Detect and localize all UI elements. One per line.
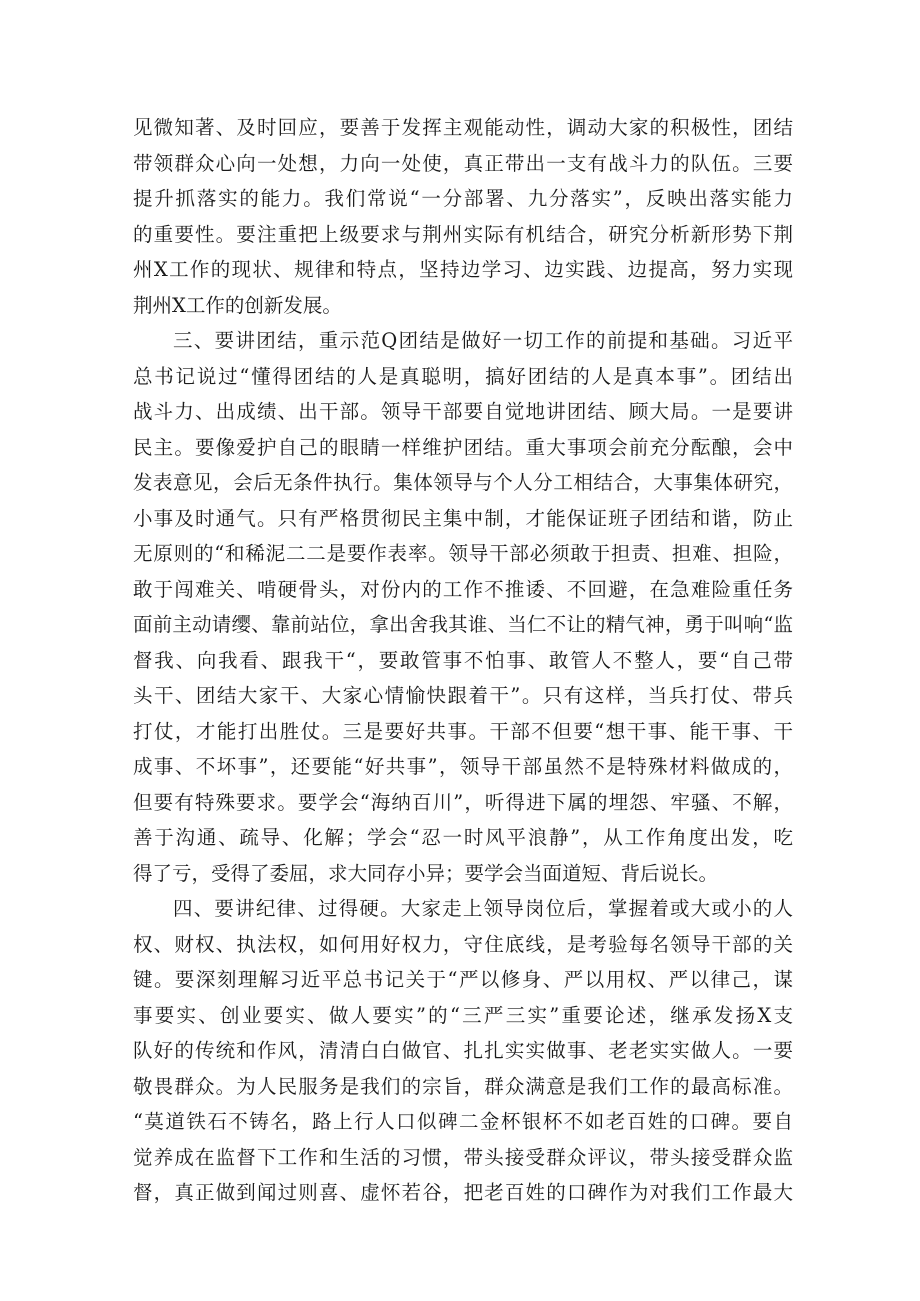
text-line: 面前主动请缨、靠前站位，拿出舍我其谁、当仁不让的精气神，勇于叫响“监 xyxy=(133,613,793,636)
section-heading-line: 四、要讲纪律、过得硬。大家走上领导岗位后，掌握着或大或小的人 xyxy=(173,897,793,920)
text-line: 督我、向我看、跟我干“，要敢管事不怕事、敢管人不整人，要“自己带 xyxy=(133,648,793,672)
text-line: 觉养成在监督下工作和生活的习惯，带头接受群众评议，带头接受群众监 xyxy=(133,1145,793,1169)
text-line: 督，真正做到闻过则喜、虚怀若谷，把老百姓的口碑作为对我们工作最大 xyxy=(133,1181,793,1204)
text-line: 事要实、创业要实、做人要实”的“三严三实”重要论述，继承发扬X支 xyxy=(133,1003,793,1027)
text-line: 小事及时通气。只有严格贯彻民主集中制，才能保证班子团结和谐，防止 xyxy=(133,506,793,530)
text-line: 无原则的“和稀泥二二是要作表率。领导干部必须敢于担责、担难、担险， xyxy=(133,542,793,565)
text-line: “莫道铁石不铸名，路上行人口似碑二金杯银杯不如老百姓的口碑。要自 xyxy=(133,1110,793,1133)
text-line: 总书记说过“懂得团结的人是真聪明，搞好团结的人是真本事”。团结出 xyxy=(133,364,793,388)
section-heading-line: 三、要讲团结，重示范Q团结是做好一切工作的前提和基础。习近平 xyxy=(173,329,793,352)
text-line: 权、财权、执法权，如何用好权力，守住底线，是考验每名领导干部的关 xyxy=(133,932,793,956)
text-line: 键。要深刻理解习近平总书记关于“严以修身、严以用权、严以律己，谋 xyxy=(133,968,793,991)
text-line: 善于沟通、疏导、化解；学会“忍一时风平浪静”，从工作角度出发，吃 xyxy=(133,826,793,849)
text-line: 州X工作的现状、规律和特点，坚持边学习、边实践、边提高，努力实现 xyxy=(133,258,793,281)
text-line: 头干、团结大家干、大家心情愉快跟着干”。只有这样，当兵打仗、带兵 xyxy=(133,684,793,707)
text-line: 民主。要像爱护自己的眼睛一样维护团结。重大事项会前充分酝酿，会中 xyxy=(133,435,793,459)
text-line: 提升抓落实的能力。我们常说“一分部署、九分落实”，反映出落实能力 xyxy=(133,187,793,210)
text-line: 带领群众心向一处想，力向一处使，真正带出一支有战斗力的队伍。三要 xyxy=(133,151,793,175)
text-line: 打仗，才能打出胜仗。三是要好共事。干部不但要“想干事、能干事、干 xyxy=(133,719,793,743)
document-body xyxy=(133,110,793,1211)
text-line: 成事、不坏事”，还要能“好共事”，领导干部虽然不是特殊材料做成的， xyxy=(133,755,793,778)
text-line: 战斗力、出成绩、出干部。领导干部要自觉地讲团结、顾大局。一是要讲 xyxy=(133,400,793,423)
text-line: 荆州X工作的创新发展。 xyxy=(133,293,342,317)
text-line: 的重要性。要注重把上级要求与荆州实际有机结合，研究分析新形势下荆 xyxy=(133,222,793,246)
text-line: 队好的传统和作风，清清白白做官、扎扎实实做事、老老实实做人。一要 xyxy=(133,1039,793,1062)
text-line: 敢于闯难关、啃硬骨头，对份内的工作不推诿、不回避，在急难险重任务 xyxy=(133,577,793,601)
text-line: 见微知著、及时回应，要善于发挥主观能动性，调动大家的积极性，团结 xyxy=(133,116,793,139)
text-line: 发表意见，会后无条件执行。集体领导与个人分工相结合，大事集体研究， xyxy=(133,471,793,494)
text-line: 但要有特殊要求。要学会“海纳百川”，听得进下属的埋怨、牢骚、不解， xyxy=(133,790,793,814)
text-line: 得了亏，受得了委屈，求大同存小异；要学会当面道短、背后说长。 xyxy=(133,861,719,885)
text-line: 敬畏群众。为人民服务是我们的宗旨，群众满意是我们工作的最高标准。 xyxy=(133,1074,793,1098)
